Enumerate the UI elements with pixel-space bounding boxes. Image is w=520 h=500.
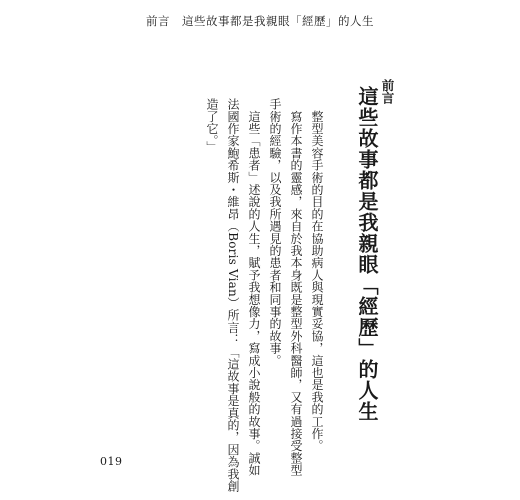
paragraph-line: 寫作本書的靈感，來自於我本身既是整型外科醫師，又有過接受整型 <box>289 98 303 477</box>
running-header-section: 前言 <box>146 14 170 28</box>
chapter-title: 這些故事都是我親眼「經歷」的人生 <box>355 86 379 422</box>
paragraph-line: 造了它。」 <box>205 98 219 153</box>
running-header <box>0 13 520 29</box>
paragraph-line: 法國作家鮑希斯・維昂（Boris Vian）所言：「這故事是真的，因為我創 <box>226 98 240 493</box>
paragraph-line: 這些「患者」述說的人生，賦予我想像力，寫成小說般的故事。誠如 <box>247 98 261 477</box>
page-number: 019 <box>100 455 123 468</box>
section-label: 前言 <box>380 79 395 104</box>
running-header-title: 這些故事都是我親眼「經歷」的人生 <box>182 14 374 28</box>
paragraph-line: 手術的經驗，以及我所遇見的患者和同事的故事。 <box>268 98 282 367</box>
paragraph-line: 整型美容手術的目的在協助病人與現實妥協，這也是我的工作。 <box>310 98 324 452</box>
